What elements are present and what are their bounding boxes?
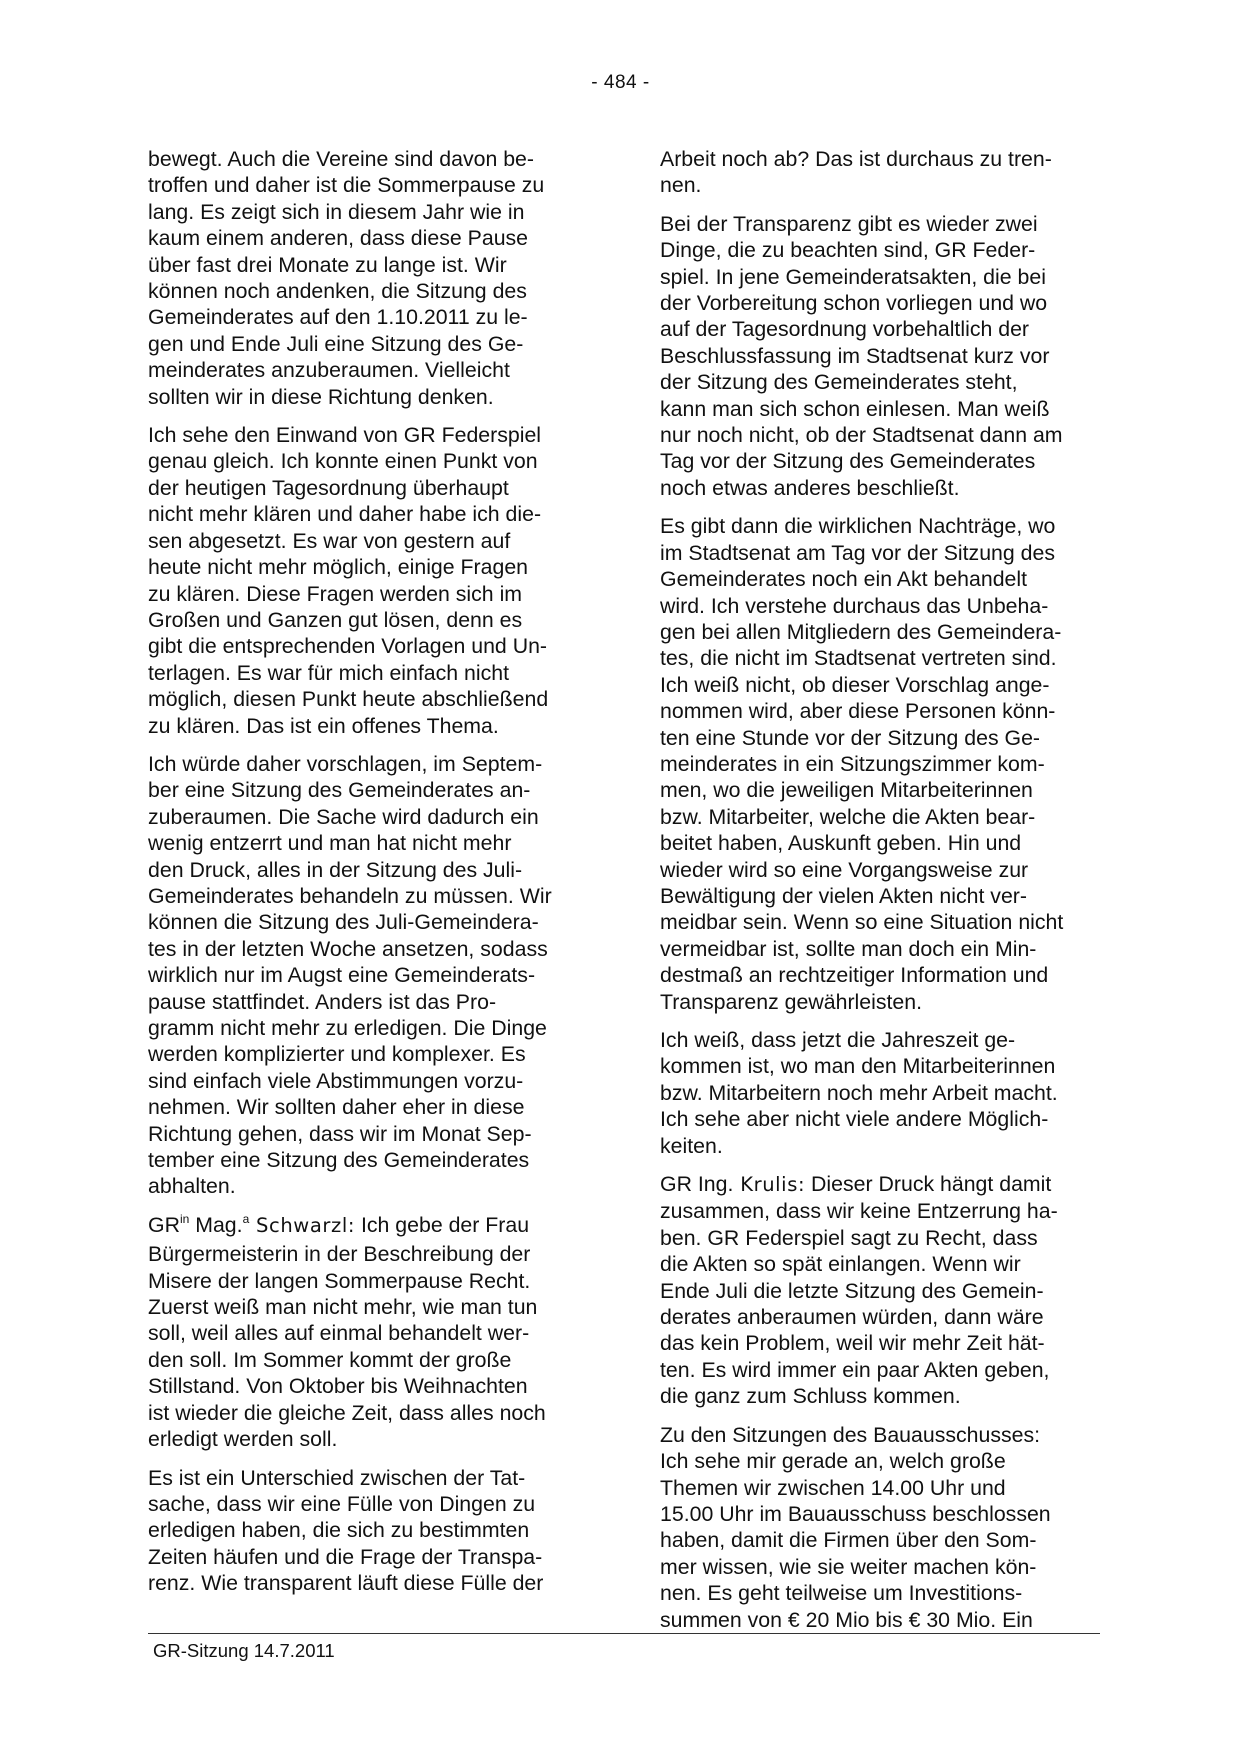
text-line: den Druck, alles in der Sitzung des Juli- (148, 857, 523, 882)
text-line: lang. Es zeigt sich in diesem Jahr wie in (148, 199, 525, 224)
text-line: die Akten so spät einlangen. Wenn wir (660, 1252, 1021, 1277)
text-line: können noch andenken, die Sitzung des (148, 279, 527, 304)
text-line: können die Sitzung des Juli-Gemeindera- (148, 910, 539, 935)
text-line: keiten. (660, 1133, 723, 1158)
text-line: wieder wird so eine Vorgangsweise zur (660, 857, 1029, 882)
text-line: Bewältigung der vielen Akten nicht ver- (660, 883, 1027, 908)
text-line (660, 1171, 1105, 1198)
text-line: Bürgermeisterin in der Beschreibung der (148, 1242, 531, 1267)
text-line: Arbeit noch ab? Das ist durchaus zu tren- (660, 147, 1052, 171)
text-line: heute nicht mehr möglich, einige Fragen (148, 555, 529, 580)
paragraph (148, 751, 588, 1200)
text-line: 15.00 Uhr im Bauausschuss beschlossen (660, 1501, 1051, 1526)
paragraph (148, 422, 588, 739)
text-line: zu klären. Diese Fragen werden sich im (148, 581, 523, 606)
text-line: gramm nicht mehr zu erledigen. Die Dinge (148, 1016, 547, 1040)
text-line: im Stadtsenat am Tag vor der Sitzung des (660, 540, 1055, 565)
text-line: der heutigen Tagesordnung überhaupt (148, 475, 509, 500)
text-line (148, 1212, 588, 1241)
paragraph (660, 1171, 1105, 1410)
paragraph (660, 146, 1105, 199)
text-line: sollten wir in diese Richtung denken. (148, 384, 494, 409)
text-line: Ende Juli die letzte Sitzung des Gemein- (660, 1278, 1044, 1303)
paragraph (660, 211, 1105, 501)
text-line: Zeiten häufen und die Frage der Transpa- (148, 1544, 543, 1569)
text-line: bzw. Mitarbeiter, welche die Akten bear- (660, 804, 1036, 829)
text-line: die ganz zum Schluss kommen. (660, 1384, 961, 1409)
text-line: Ich sehe aber nicht viele andere Möglich- (660, 1107, 1049, 1132)
text-line: nicht mehr klären und daher habe ich die- (148, 502, 542, 527)
speaker-gr: GR Ing. (660, 1172, 734, 1197)
footer-session-label: GR-Sitzung 14.7.2011 (153, 1640, 335, 1661)
text-line: Es ist ein Unterschied zwischen der Tat- (148, 1465, 526, 1490)
text-line: mer wissen, wie sie weiter machen kön- (660, 1554, 1037, 1579)
text-line: der Sitzung des Gemeinderates steht, (660, 370, 1018, 395)
text-line: Richtung gehen, dass wir im Monat Sep- (148, 1121, 532, 1146)
text-line: Gemeinderates auf den 1.10.2011 zu le- (148, 305, 528, 330)
speaker-name: Krulis: (733, 1173, 806, 1197)
text-line: werden komplizierter und komplexer. Es (148, 1042, 526, 1067)
text-line: zuberaumen. Die Sache wird dadurch ein (148, 804, 539, 829)
paragraph (660, 1027, 1105, 1159)
text-line: soll, weil alles auf einmal behandelt wer- (148, 1321, 530, 1346)
paragraph (148, 146, 588, 410)
text-line: ben. GR Federspiel sagt zu Recht, dass (660, 1225, 1038, 1250)
text-line: troffen und daher ist die Sommerpause zu (148, 173, 545, 198)
text-line: sind einfach viele Abstimmungen vorzu- (148, 1068, 524, 1093)
page-number: - 484 - (591, 72, 650, 93)
text-line: Ich weiß, dass jetzt die Jahreszeit ge- (660, 1028, 1016, 1052)
text-line: nur noch nicht, ob der Stadtsenat dann am (660, 423, 1063, 448)
speaker-title-suffix: a (242, 1211, 250, 1226)
text-line: tember eine Sitzung des Gemeinderates (148, 1148, 530, 1173)
text-line: Gemeinderates behandeln zu müssen. Wir (148, 883, 552, 908)
text-line: erledigt werden soll. (148, 1427, 338, 1452)
text-line: Es gibt dann die wirklichen Nachträge, wo (660, 514, 1056, 539)
speaker-name: Schwarzl: (249, 1213, 356, 1237)
text-line: ist wieder die gleiche Zeit, dass alles noch (148, 1400, 546, 1425)
speech-start: Ich gebe der Frau (355, 1212, 530, 1237)
text-line: vermeidbar ist, sollte man doch ein Min- (660, 936, 1037, 961)
text-line: möglich, diesen Punkt heute abschließend (148, 687, 549, 712)
footer-divider (148, 1633, 1100, 1634)
text-line: derates anberaumen würden, dann wäre (660, 1305, 1044, 1330)
text-line: noch etwas anderes beschließt. (660, 475, 960, 500)
text-line: kommen ist, wo man den Mitarbeiterinnen (660, 1054, 1056, 1079)
text-line: destmaß an rechtzeitiger Information und (660, 963, 1049, 988)
text-line: Bei der Transparenz gibt es wieder zwei (660, 211, 1038, 236)
text-line: ber eine Sitzung des Gemeinderates an- (148, 778, 531, 803)
text-line: renz. Wie transparent läuft diese Fülle der (148, 1571, 544, 1596)
text-line: Stillstand. Von Oktober bis Weihnachten (148, 1374, 528, 1399)
text-line: nehmen. Wir sollten daher eher in diese (148, 1095, 525, 1120)
text-line: tes in der letzten Woche ansetzen, sodass (148, 936, 548, 961)
text-line: Zu den Sitzungen des Bauausschusses: (660, 1422, 1041, 1447)
speaker-gr-suffix: in (179, 1211, 190, 1226)
text-line: ten. Es wird immer ein paar Akten geben, (660, 1357, 1050, 1382)
text-line: nen. Es geht teilweise um Investitions- (660, 1581, 1023, 1606)
text-line: Tag vor der Sitzung des Gemeinderates (660, 449, 1036, 474)
text-line: terlagen. Es war für mich einfach nicht (148, 660, 510, 685)
text-line: kann man sich schon einlesen. Man weiß (660, 396, 1050, 421)
text-line: meinderates in ein Sitzungszimmer kom- (660, 751, 1045, 776)
text-line: sache, dass wir eine Fülle von Dingen zu (148, 1491, 536, 1516)
right-column (660, 146, 1105, 1645)
text-line: über fast drei Monate zu lange ist. Wir (148, 252, 507, 277)
speaker-title: Mag. (189, 1212, 243, 1237)
text-line: Dinge, die zu beachten sind, GR Feder- (660, 238, 1036, 263)
text-line: zusammen, dass wir keine Entzerrung ha- (660, 1199, 1058, 1224)
text-line: pause stattfindet. Anders ist das Pro- (148, 989, 497, 1014)
text-line: spiel. In jene Gemeinderatsakten, die bei (660, 264, 1046, 289)
text-line: gen und Ende Juli eine Sitzung des Ge- (148, 331, 524, 356)
text-line: wirklich nur im Augst eine Gemeinderats- (148, 963, 536, 988)
text-line: Ich würde daher vorschlagen, im Septem- (148, 751, 543, 776)
text-line: nommen wird, aber diese Personen könn- (660, 699, 1056, 724)
text-line: kaum einem anderen, dass diese Pause (148, 226, 529, 251)
speech-start: Dieser Druck hängt damit (805, 1172, 1052, 1197)
text-line: wird. Ich verstehe durchaus das Unbeha- (660, 593, 1049, 618)
text-line: Zuerst weiß man nicht mehr, wie man tun (148, 1295, 538, 1320)
text-line: meinderates anzuberaumen. Vielleicht (148, 358, 510, 383)
paragraph (148, 1212, 588, 1453)
text-line: gibt die entsprechenden Vorlagen und Un- (148, 634, 548, 659)
text-line: auf der Tagesordnung vorbehaltlich der (660, 317, 1030, 342)
text-line: den soll. Im Sommer kommt der große (148, 1347, 512, 1372)
text-line: zu klären. Das ist ein offenes Thema. (148, 713, 499, 738)
paragraph (660, 513, 1105, 1015)
text-line: tes, die nicht im Stadtsenat vertreten sind. (660, 646, 1057, 671)
text-line: das kein Problem, weil wir mehr Zeit hät- (660, 1331, 1045, 1356)
text-line: Großen und Ganzen gut lösen, denn es (148, 607, 523, 632)
text-line: beitet haben, Auskunft geben. Hin und (660, 831, 1022, 856)
text-line: nen. (660, 173, 702, 198)
text-line: meidbar sein. Wenn so eine Situation nicht (660, 910, 1064, 935)
text-line: der Vorbereitung schon vorliegen und wo (660, 291, 1048, 316)
text-line: Transparenz gewährleisten. (660, 989, 923, 1014)
text-line: Ich sehe den Einwand von GR Federspiel (148, 423, 542, 448)
text-line: bewegt. Auch die Vereine sind davon be- (148, 147, 534, 171)
left-column (148, 146, 588, 1609)
text-line: erledigen haben, die sich zu bestimmten (148, 1518, 530, 1543)
text-line: wenig entzerrt und man hat nicht mehr (148, 831, 512, 856)
text-line: sen abgesetzt. Es war von gestern auf (148, 528, 511, 553)
text-line: Ich weiß nicht, ob dieser Vorschlag ange- (660, 672, 1050, 697)
text-line: Ich sehe mir gerade an, welch große (660, 1449, 1006, 1474)
text-line: Misere der langen Sommerpause Recht. (148, 1268, 531, 1293)
paragraph (148, 1465, 588, 1597)
text-line: abhalten. (148, 1174, 236, 1199)
text-line: bzw. Mitarbeitern noch mehr Arbeit macht. (660, 1080, 1058, 1105)
text-line: ten eine Stunde vor der Sitzung des Ge- (660, 725, 1041, 750)
text-line: Beschlussfassung im Stadtsenat kurz vor (660, 343, 1050, 368)
text-line: men, wo die jeweiligen Mitarbeiterinnen (660, 778, 1033, 803)
paragraph (660, 1422, 1105, 1633)
text-line: summen von € 20 Mio bis € 30 Mio. Ein (660, 1607, 1033, 1632)
speaker-gr: GR (148, 1212, 180, 1237)
text-line: Gemeinderates noch ein Akt behandelt (660, 567, 1028, 592)
text-line: genau gleich. Ich konnte einen Punkt von (148, 449, 538, 474)
text-line: Themen wir zwischen 14.00 Uhr und (660, 1475, 1006, 1500)
text-line: gen bei allen Mitgliedern des Gemeindera- (660, 619, 1062, 644)
text-line: haben, damit die Firmen über den Som- (660, 1528, 1037, 1553)
